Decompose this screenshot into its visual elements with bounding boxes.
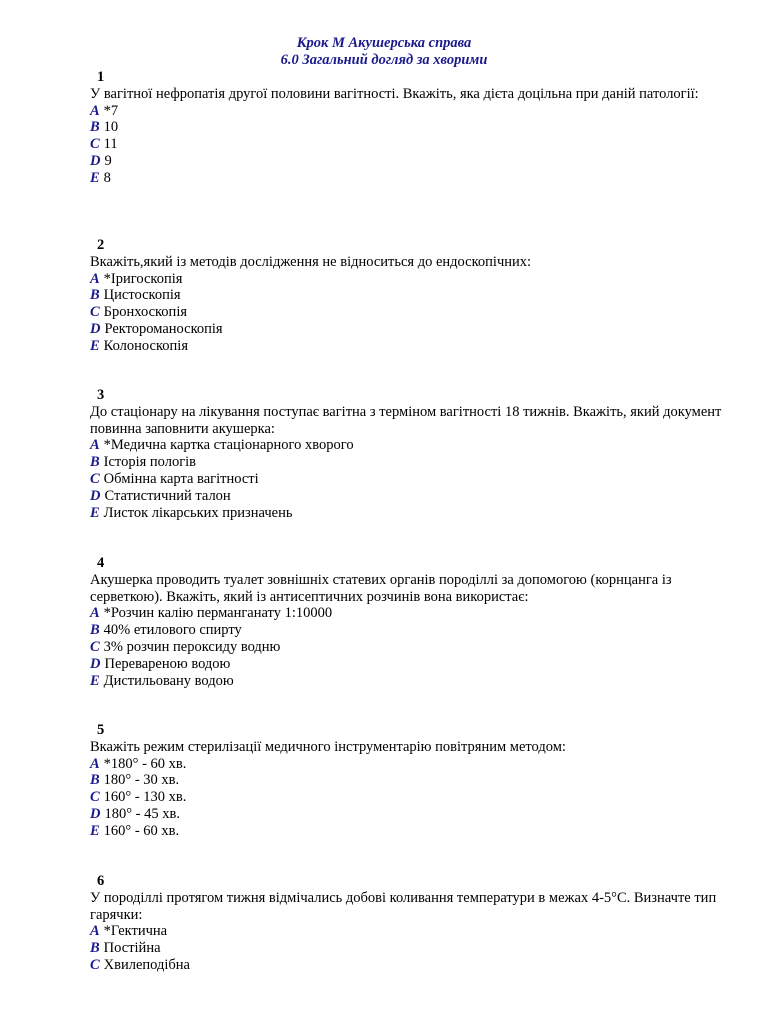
question-text: Вкажіть,який із методів дослідження не відноситься до ендоскопічних: [90,253,532,270]
option-text: *Розчин калію перманганату 1:10000 [103,605,333,622]
question-number: 6 [97,873,105,889]
option-letter: D [90,320,101,337]
answer-option-a [90,923,730,940]
option-letter: A [90,437,100,454]
answer-option-c [90,789,730,806]
question-6 [90,873,730,974]
answer-option-b [90,119,730,136]
option-text: *7 [103,102,119,119]
question-number: 5 [97,722,105,738]
option-text: Дистильовану водою [103,672,234,689]
answer-option-a [90,103,730,120]
option-letter: D [90,487,101,504]
answer-option-b [90,772,730,789]
option-letter: B [90,772,100,789]
option-letter: C [90,136,100,153]
question-number: 2 [97,237,105,253]
answer-option-d [90,488,730,505]
answer-option-b [90,454,730,471]
option-letter: B [90,940,100,957]
option-text: 180° - 45 хв. [104,805,180,822]
option-text: *Гектична [103,923,168,940]
question-text: До стаціонару на лікування поступає вагітна з терміном вагітності 18 тижнів. Вкажіть, який документ повинна заповнити акушерка: [90,403,722,437]
option-letter: A [90,923,100,940]
answer-option-b [90,287,730,304]
option-letter: B [90,287,100,304]
option-text: Статистичний талон [104,487,231,504]
option-text: *Медична картка стаціонарного хворого [103,437,354,454]
option-letter: D [90,805,101,822]
option-letter: C [90,956,100,973]
option-text: 8 [103,169,111,186]
option-letter: A [90,102,100,119]
option-text: 180° - 30 хв. [103,772,180,789]
option-letter: D [90,655,101,672]
option-letter: C [90,470,100,487]
answer-option-a [90,756,730,773]
option-text: *180° - 60 хв. [103,755,187,772]
answer-option-d [90,656,730,673]
document-title: Крок М Акушерська справа [296,35,472,51]
question-5 [90,722,730,840]
option-text: Листок лікарських призначень [103,504,293,521]
question-2 [90,237,730,355]
option-letter: A [90,270,100,287]
option-text: Колоноскопія [103,337,188,354]
option-text: 9 [104,152,112,169]
option-text: Постійна [103,940,161,957]
answer-option-a [90,605,730,622]
option-text: 160° - 60 хв. [103,822,180,839]
question-4 [90,555,730,689]
answer-option-d [90,806,730,823]
option-text: Цистоскопія [103,287,181,304]
option-letter: E [90,337,100,354]
option-letter: B [90,119,100,136]
answer-option-c [90,639,730,656]
option-letter: E [90,169,100,186]
answer-option-d [90,153,730,170]
question-text: Вкажіть режим стерилізації медичного інструментарію повітряним методом: [90,738,566,755]
answer-option-c [90,957,730,974]
option-letter: E [90,504,100,521]
option-text: 40% етилового спирту [103,622,242,639]
answer-option-b [90,940,730,957]
question-number: 4 [97,555,105,571]
answer-option-a [90,437,730,454]
option-letter: C [90,638,100,655]
option-text: Обмінна карта вагітності [103,470,259,487]
question-1 [90,69,730,187]
answer-option-b [90,622,730,639]
option-text: 160° - 130 хв. [103,789,187,806]
answer-option-e [90,170,730,187]
question-number: 3 [97,387,105,403]
answer-option-a [90,271,730,288]
answer-option-c [90,471,730,488]
answer-option-e [90,505,730,522]
option-letter: B [90,454,100,471]
option-text: 10 [103,119,119,136]
option-letter: E [90,672,100,689]
question-text: У вагітної нефропатія другої половини вагітності. Вкажіть, яка дієта доцільна при даній патології: [90,85,699,102]
document-header [0,35,768,69]
option-text: *Іригоскопія [103,270,183,287]
answer-option-e [90,673,730,690]
answer-option-e [90,823,730,840]
document-subtitle: 6.0 Загальний догляд за хворими [280,52,488,68]
option-text: Перевареною водою [104,655,231,672]
option-letter: A [90,755,100,772]
answer-option-c [90,136,730,153]
option-letter: C [90,304,100,321]
option-text: Ректороманоскопія [104,320,223,337]
question-number: 1 [97,69,105,85]
option-text: 11 [103,136,118,153]
option-letter: E [90,822,100,839]
option-letter: A [90,605,100,622]
question-text: Акушерка проводить туалет зовнішніх статевих органів породіллі за допомогою (корнцанга із серветкою). Вкажіть, який із антисептичних розчинів вона використає: [90,571,672,605]
option-text: Хвилеподібна [103,956,190,973]
option-text: Історія пологів [103,454,197,471]
option-text: 3% розчин пероксиду водню [103,638,281,655]
answer-option-e [90,338,730,355]
answer-option-d [90,321,730,338]
question-3 [90,387,730,521]
answer-option-c [90,304,730,321]
option-text: Бронхоскопія [103,304,188,321]
option-letter: D [90,152,101,169]
option-letter: B [90,622,100,639]
question-text: У породіллі протягом тижня відмічались добові коливання температури в межах 4-5°C. Визначте тип гарячки: [90,889,717,923]
option-letter: C [90,789,100,806]
